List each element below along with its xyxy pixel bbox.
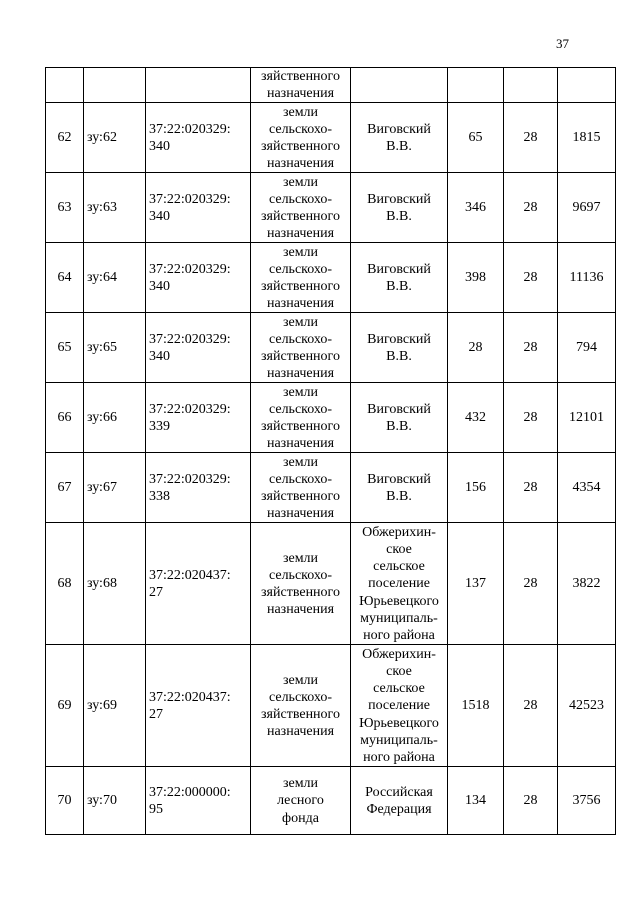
category-line: зяйственного [261,584,340,600]
category-line: земли [282,104,319,120]
cell-rate: 28 [504,523,558,645]
cadastral-number-part: 340 [149,138,170,154]
category-line: сельскохо- [268,191,333,207]
category-line: назначения [266,296,335,312]
cell-sum: 3756 [558,767,616,835]
category-line: земли [282,454,319,470]
cell-area: 156 [448,453,504,523]
cell-code [84,68,146,103]
cadastral-number-part: 338 [149,488,170,504]
cell-rate [504,68,558,103]
cell-rate: 28 [504,383,558,453]
cell-sum: 12101 [558,383,616,453]
cell-cadastral [146,645,251,767]
cadastral-number-part: 37:22:020437: [149,689,231,705]
cadastral-number-part: 340 [149,348,170,364]
cell-code: зу:65 [84,313,146,383]
cell-area: 1518 [448,645,504,767]
cell-cadastral [146,243,251,313]
category-line: зяйственного [261,348,340,364]
cell-owner [351,523,448,645]
cell-rate: 28 [504,103,558,173]
cell-rate: 28 [504,173,558,243]
category-line: земли [282,776,319,792]
cell-owner [351,103,448,173]
cell-area [448,68,504,103]
cell-sum: 42523 [558,645,616,767]
category-line: назначения [266,724,335,740]
category-line: земли [282,314,319,330]
category-line: назначения [266,506,335,522]
owner-line: Виговский [367,471,431,487]
cell-sum: 794 [558,313,616,383]
owner-line: Виговский [367,401,431,417]
cell-category [251,68,351,103]
cadastral-number-part: 340 [149,278,170,294]
category-line: сельскохо- [268,261,333,277]
owner-line: Обжерихин- [362,524,436,540]
cell-cadastral [146,68,251,103]
owner-line: муниципаль- [360,610,438,626]
category-line: сельскохо- [268,689,333,705]
owner-line: В.В. [386,138,412,154]
cell-rate: 28 [504,313,558,383]
category-line: зяйственного [261,278,340,294]
cell-category [251,453,351,523]
category-line: земли [282,174,319,190]
owner-line: Виговский [367,121,431,137]
cell-num: 65 [46,313,84,383]
cell-category [251,243,351,313]
owner-line: Виговский [367,191,431,207]
cell-category [251,313,351,383]
cadastral-number-part: 95 [149,801,163,817]
cell-code: зу:70 [84,767,146,835]
category-line: зяйственного [261,208,340,224]
cadastral-number-part: 27 [149,706,163,722]
owner-line: муниципаль- [360,732,438,748]
cadastral-number-part: 37:22:020329: [149,471,231,487]
cell-owner [351,383,448,453]
cadastral-number-part: 37:22:020437: [149,567,231,583]
cell-sum: 11136 [558,243,616,313]
cell-area: 346 [448,173,504,243]
owner-line: ское [386,541,412,557]
category-line: фонда [282,810,319,826]
owner-line: сельское [373,559,425,575]
cadastral-number-part: 37:22:020329: [149,401,231,417]
table-row [46,383,616,453]
cell-category [251,103,351,173]
cell-cadastral [146,313,251,383]
cell-area: 137 [448,523,504,645]
cell-sum [558,68,616,103]
cell-num: 66 [46,383,84,453]
category-line: назначения [266,226,335,242]
owner-line: ного района [363,749,435,765]
cell-category [251,767,351,835]
cell-owner [351,453,448,523]
category-line: назначения [266,156,335,172]
owner-line: В.В. [386,278,412,294]
cell-code: зу:64 [84,243,146,313]
category-line: зяйственного [261,69,340,84]
category-line: назначения [266,366,335,382]
category-line: земли [282,550,319,566]
category-line: зяйственного [261,706,340,722]
cadastral-number-part: 37:22:020329: [149,261,231,277]
cell-code: зу:67 [84,453,146,523]
cell-sum: 3822 [558,523,616,645]
owner-line: Виговский [367,261,431,277]
owner-line: В.В. [386,488,412,504]
cell-area: 398 [448,243,504,313]
cadastral-number-part: 340 [149,208,170,224]
cell-code: зу:63 [84,173,146,243]
cell-rate: 28 [504,645,558,767]
owner-line: В.В. [386,418,412,434]
category-line: сельскохо- [268,401,333,417]
table-row [46,645,616,767]
cell-num: 64 [46,243,84,313]
cadastral-number-part: 27 [149,584,163,600]
cell-code: зу:66 [84,383,146,453]
cell-owner [351,243,448,313]
cadastral-number-part: 37:22:020329: [149,331,231,347]
category-line: сельскохо- [268,471,333,487]
cell-category [251,523,351,645]
cadastral-number-part: 37:22:020329: [149,191,231,207]
owner-line: Юрьевецкого [359,593,439,609]
owner-line: В.В. [386,348,412,364]
owner-line: Обжерихин- [362,646,436,662]
cell-code: зу:68 [84,523,146,645]
cell-sum: 9697 [558,173,616,243]
table-row [46,173,616,243]
cell-num: 70 [46,767,84,835]
cadastral-number-part: 37:22:000000: [149,784,231,800]
cell-num: 69 [46,645,84,767]
table-row [46,453,616,523]
cell-owner [351,645,448,767]
cell-area: 432 [448,383,504,453]
cell-num: 63 [46,173,84,243]
owner-line: Юрьевецкого [359,715,439,731]
cell-cadastral [146,173,251,243]
category-line: назначения [266,436,335,452]
cadastral-number-part: 37:22:020329: [149,121,231,137]
category-line: сельскохо- [268,121,333,137]
owner-line: поселение [368,576,430,592]
cell-owner [351,767,448,835]
cell-code: зу:62 [84,103,146,173]
cell-category [251,383,351,453]
owner-line: В.В. [386,208,412,224]
category-line: лесного [277,793,324,809]
category-line: земли [282,244,319,260]
cell-owner [351,68,448,103]
cell-num: 62 [46,103,84,173]
cell-category [251,173,351,243]
category-line: земли [282,384,319,400]
category-line: зяйственного [261,138,340,154]
owner-line: Виговский [367,331,431,347]
owner-line: ское [386,663,412,679]
cell-num: 67 [46,453,84,523]
table-row [46,243,616,313]
cell-owner [351,173,448,243]
category-line: сельскохо- [268,331,333,347]
cell-area: 28 [448,313,504,383]
category-line: сельскохо- [268,567,333,583]
owner-line: Федерация [366,801,432,817]
owner-line: сельское [373,681,425,697]
page-number: 37 [556,36,569,51]
cell-area: 65 [448,103,504,173]
owner-line: поселение [368,698,430,714]
cell-rate: 28 [504,243,558,313]
table-row [46,103,616,173]
category-line: зяйственного [261,488,340,504]
cell-cadastral [146,453,251,523]
cell-area: 134 [448,767,504,835]
cell-num: 68 [46,523,84,645]
cell-cadastral [146,767,251,835]
table-row [46,523,616,645]
cell-rate: 28 [504,453,558,523]
cell-cadastral [146,103,251,173]
table-row [46,313,616,383]
cell-sum: 1815 [558,103,616,173]
cell-cadastral [146,383,251,453]
cell-num [46,68,84,103]
owner-line: ного района [363,627,435,643]
category-line: земли [282,672,319,688]
category-line: назначения [266,86,335,102]
table-row [46,767,616,835]
cadastral-number-part: 339 [149,418,170,434]
cell-category [251,645,351,767]
cell-rate: 28 [504,767,558,835]
category-line: назначения [266,602,335,618]
cell-code: зу:69 [84,645,146,767]
category-line: зяйственного [261,418,340,434]
table-row-continuation [46,68,616,103]
cell-owner [351,313,448,383]
owner-line: Российская [365,784,433,800]
cell-cadastral [146,523,251,645]
land-plots-table [45,67,616,835]
cell-sum: 4354 [558,453,616,523]
